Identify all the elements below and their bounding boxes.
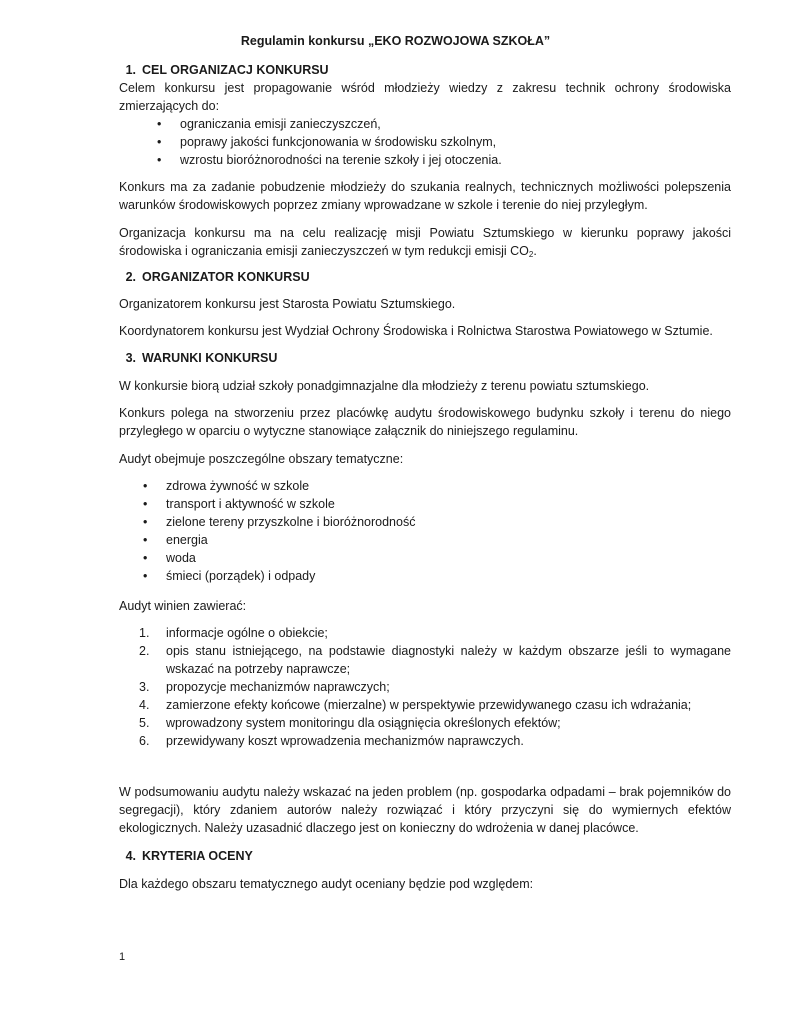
list-item: 3. propozycje mechanizmów naprawczych; — [139, 680, 390, 694]
list-item: • woda — [143, 551, 196, 565]
list-item: 2. opis stanu istniejącego, na podstawie diagnostyki należy w każdym obszarze jeśli to wymagane wskazać na potrzeby naprawcze; — [139, 644, 731, 676]
bullet-icon: • — [143, 497, 148, 511]
list-item: • zdrowa żywność w szkole — [143, 479, 310, 493]
section-heading-organizer — [113, 268, 725, 286]
list-item: 5. wprowadzony system monitoringu dla osiągnięcia określonych efektów; — [139, 716, 561, 730]
section-number: 4. — [125, 849, 136, 863]
document-title: Regulamin konkursu „EKO ROZWOJOWA SZKOŁA” — [240, 34, 551, 48]
goal-paragraph-3: Organizacja konkursu ma na celu realizację misji Powiatu Sztumskiego w kierunku poprawy jakości środowiska i ograniczania emisji zanieczyszczeń w tym redukcji emisji $CO_2$. — [119, 226, 731, 259]
section-heading-criteria — [113, 847, 725, 865]
conditions-paragraph-3: Audyt obejmuje poszczególne obszary tematyczne: — [119, 452, 404, 466]
list-item: • transport i aktywność w szkole — [143, 497, 335, 511]
bullet-icon: • — [143, 479, 148, 493]
list-item: • śmieci (porządek) i odpady — [143, 569, 316, 583]
conditions-paragraph-1: W konkursie biorą udział szkoły ponadgimnazjalne dla młodzieży z terenu powiatu sztumskiego. — [119, 379, 650, 393]
list-item: • energia — [143, 533, 208, 547]
conditions-paragraph-5: W podsumowaniu audytu należy wskazać na jeden problem (np. gospodarka odpadami – brak pojemników do segregacji), który zdaniem autorów należy rozwiązać i który przyczyni się do wymiernych efektów ekologicznych. Należy uzasadnić dlaczego jest on konieczny do wdrożenia w danej placówce. — [119, 785, 731, 835]
list-item: 1. informacje ogólne o obiekcie; — [139, 626, 328, 640]
conditions-paragraph-4: Audyt winien zawierać: — [119, 599, 247, 613]
conditions-paragraph-2: Konkurs polega na stworzeniu przez placówkę audytu środowiskowego budynku szkoły i terenu do niego przyległego w oparciu o wytyczne stanowiące załącznik do niniejszego regulaminu. — [119, 406, 731, 438]
page-number: 1 — [119, 951, 126, 963]
section-title: ORGANIZATOR KONKURSU — [142, 270, 310, 284]
section-title: WARUNKI KONKURSU — [142, 351, 278, 365]
organizer-paragraph-2: Koordynatorem konkursu jest Wydział Ochrony Środowiska i Rolnictwa Starostwa Powiatowego w Sztumie. — [119, 324, 713, 338]
list-item: • ograniczania emisji zanieczyszczeń, — [157, 117, 381, 131]
list-item: 4. zamierzone efekty końcowe (mierzalne) w perspektywie przewidywanego czasu ich wdrażania; — [139, 698, 692, 712]
bullet-icon: • — [143, 551, 148, 565]
bullet-icon: • — [143, 569, 148, 583]
criteria-paragraph-1: Dla każdego obszaru tematycznego audyt oceniany będzie pod względem: — [119, 877, 534, 891]
bullet-icon: • — [143, 515, 148, 529]
section-heading-goal — [113, 61, 725, 79]
bullet-icon: • — [157, 153, 162, 167]
bullet-icon: • — [157, 135, 162, 149]
list-item: • wzrostu bioróżnorodności na terenie szkoły i jej otoczenia. — [157, 153, 502, 167]
section-title: CEL ORGANIZACJ KONKURSU — [142, 63, 329, 77]
list-item: • poprawy jakości funkcjonowania w środowisku szkolnym, — [157, 135, 497, 149]
list-item: 6. przewidywany koszt wprowadzenia mechanizmów naprawczych. — [139, 734, 524, 748]
section-number: 2. — [125, 270, 136, 284]
section-title: KRYTERIA OCENY — [142, 849, 253, 863]
section-number: 3. — [125, 351, 136, 365]
audit-contents-list — [119, 624, 731, 750]
list-item: • zielone tereny przyszkolne i bioróżnorodność — [143, 515, 416, 529]
section-number: 1. — [125, 63, 136, 77]
bullet-icon: • — [157, 117, 162, 131]
goal-paragraph-2: Konkurs ma za zadanie pobudzenie młodzieży do szukania realnych, technicznych możliwości polepszenia warunków środowiskowych poprzez zmiany wprowadzane w szkole i terenie do niej przyległym. — [119, 180, 731, 212]
section-heading-conditions — [113, 349, 725, 367]
organizer-paragraph-1: Organizatorem konkursu jest Starosta Powiatu Sztumskiego. — [119, 297, 456, 311]
bullet-icon: • — [143, 533, 148, 547]
goal-bullet-list — [119, 115, 731, 169]
thematic-areas-list — [119, 477, 731, 585]
goal-intro-paragraph: Celem konkursu jest propagowanie wśród młodzieży wiedzy z zakresu technik ochrony środowiska zmierzających do: — [119, 81, 731, 113]
